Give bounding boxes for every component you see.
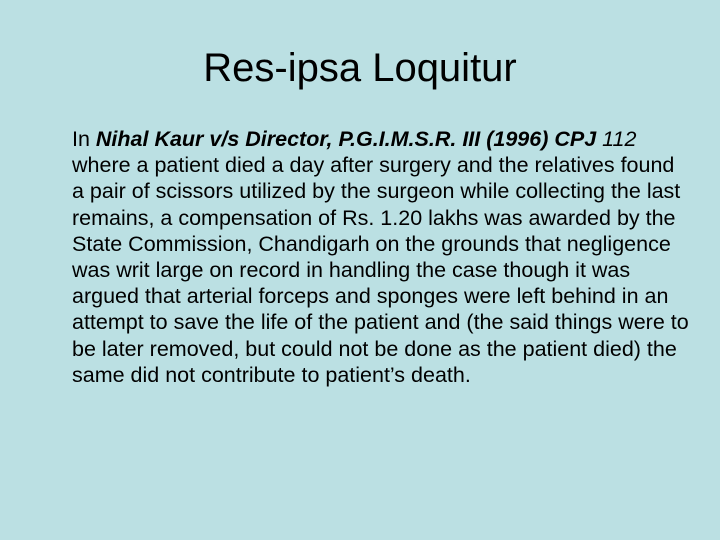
case-name: Nihal Kaur v/s Director, P.G.I.M.S.R. III (1996) CPJ	[95, 127, 597, 151]
body-lead: In	[72, 127, 96, 151]
slide-body	[72, 126, 692, 388]
slide-title: Res-ipsa Loquitur	[203, 46, 517, 90]
case-citation	[96, 127, 637, 151]
body-text: where a patient died a day after surgery and the relatives found a pair of scissors utilized by the surgeon while collecting the last remains, a compensation of Rs. 1.20 lakhs was awarded by the State Commission, Chandigarh on the grounds that negligence was writ large on record in handling the case though it was argued that arterial forceps and sponges were left behind in an attempt to save the life of the patient and (the said things were to be later removed, but could not be done as the patient died) the same did not contribute to patient’s death.	[72, 153, 689, 387]
case-ref: 112	[596, 127, 637, 151]
